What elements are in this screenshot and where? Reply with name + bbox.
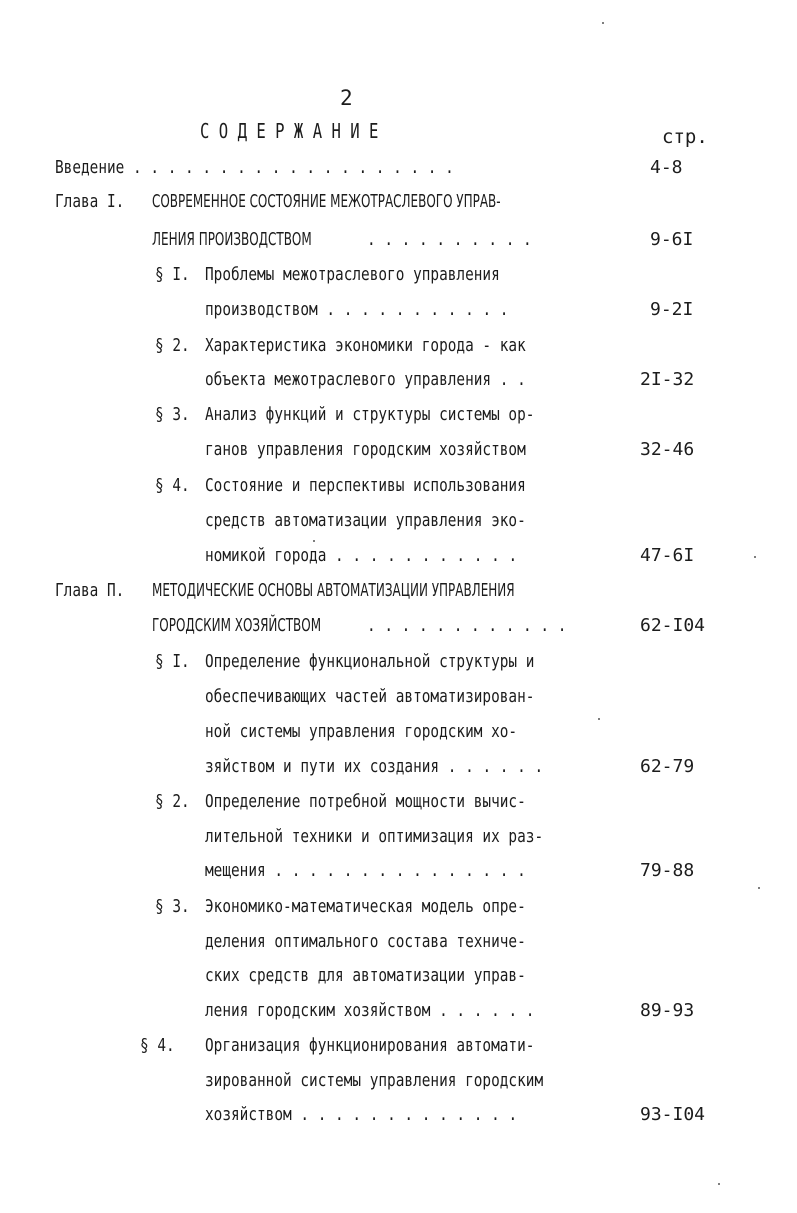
- scan-speck: [758, 887, 760, 889]
- chapter-2-label: Глава П.: [55, 580, 125, 601]
- section-1-1-number: § I.: [155, 264, 190, 285]
- section-1-2-line-1: Характеристика экономики города - как: [205, 335, 526, 356]
- section-1-1-line-2: производством . . . . . . . . . . .: [205, 299, 509, 320]
- section-2-2-line-1: Определение потребной мощности вычис-: [205, 791, 526, 812]
- section-1-4-line-1: Состояние и перспективы использования: [205, 475, 526, 496]
- scan-speck: [754, 556, 756, 558]
- toc-entry-intro: [55, 159, 554, 177]
- intro-label: Введение: [55, 157, 125, 178]
- scan-speck: [598, 718, 600, 720]
- section-2-1-line-1: Определение функциональной структуры и: [205, 651, 535, 672]
- section-1-4-line-3: номикой города . . . . . . . . . . .: [205, 545, 518, 566]
- section-2-3-line-3: ских средств для автоматизации управ-: [205, 965, 526, 986]
- section-2-1-pages: 62-79: [640, 756, 695, 777]
- chapter-2-pages: 62-I04: [640, 615, 706, 636]
- leader-dots: . . . . . .: [439, 1000, 535, 1021]
- section-2-2-line-3: мещения . . . . . . . . . . . . . . .: [205, 860, 526, 881]
- section-2-3-line-2: деления оптимального состава техниче-: [205, 931, 526, 952]
- scan-speck: [718, 1183, 720, 1185]
- section-1-4-pages: 47-6I: [640, 545, 695, 566]
- section-2-4-line-3: хозяйством . . . . . . . . . . . . .: [205, 1104, 518, 1125]
- section-1-1-line-1: Проблемы межотраслевого управления: [205, 264, 500, 285]
- section-1-4-line-2: средств автоматизации управления эко-: [205, 510, 526, 531]
- toc-title: С О Д Е Р Ж А Н И Е: [200, 119, 379, 143]
- chapter-1-title-line-2: ЛЕНИЯ ПРОИЗВОДСТВОМ: [152, 229, 312, 250]
- section-1-2-line-2: объекта межотраслевого управления . .: [205, 369, 526, 390]
- page-column-label: стр.: [662, 126, 708, 148]
- chapter-2-title-line-1: МЕТОДИЧЕСКИЕ ОСНОВЫ АВТОМАТИЗАЦИИ УПРАВЛЕНИЯ: [152, 580, 515, 601]
- leader-dots: . . . . . . . . . . . . .: [300, 1104, 518, 1125]
- chapter-1-pages: 9-6I: [650, 229, 694, 250]
- page-number: 2: [340, 86, 353, 110]
- section-1-3-number: § 3.: [155, 404, 190, 425]
- section-2-2-number: § 2.: [155, 791, 190, 812]
- section-2-4-pages: 93-I04: [640, 1104, 706, 1125]
- section-1-4-number: § 4.: [155, 475, 190, 496]
- section-2-2-line-2: лительной техники и оптимизация их раз-: [205, 826, 544, 847]
- section-2-3-line-1: Экономико-математическая модель опре-: [205, 896, 526, 917]
- section-2-3-line-4: ления городским хозяйством . . . . . .: [205, 1000, 535, 1021]
- leader-dots: . . . . . . . . . . . . . . . . . . .: [133, 157, 454, 178]
- section-1-3-line-1: Анализ функций и структуры системы ор-: [205, 404, 535, 425]
- section-2-2-pages: 79-88: [640, 860, 695, 881]
- leader-dots: . . . . . . . . . . .: [335, 545, 518, 566]
- section-2-4-number: § 4.: [140, 1035, 175, 1056]
- intro-pages: 4-8: [650, 157, 683, 178]
- section-2-1-line-3: ной системы управления городским хо-: [205, 721, 518, 742]
- section-1-2-number: § 2.: [155, 335, 190, 356]
- chapter-2-title-line-2: ГОРОДСКИМ ХОЗЯЙСТВОМ: [152, 615, 322, 636]
- scan-speck: [602, 22, 604, 24]
- leader-dots: . . . . . .: [447, 756, 544, 777]
- section-2-3-pages: 89-93: [640, 1000, 695, 1021]
- section-1-1-pages: 9-2I: [650, 299, 694, 320]
- section-1-3-pages: 32-46: [640, 439, 695, 460]
- leader-dots: . . . . . . . . . . . . . . .: [274, 860, 526, 881]
- section-2-1-number: § I.: [155, 651, 190, 672]
- section-2-3-number: § 3.: [155, 896, 190, 917]
- section-2-4-line-2: зированной системы управления городским: [205, 1070, 544, 1091]
- leader-dots: . .: [499, 369, 526, 390]
- leader-dots: . . . . . . . . . . .: [326, 299, 509, 320]
- chapter-1-label: Глава I.: [55, 191, 125, 212]
- section-2-4-line-1: Организация функционирования автомати-: [205, 1035, 535, 1056]
- section-1-3-line-2: ганов управления городским хозяйством: [205, 439, 526, 460]
- chapter-1-leader: . . . . . . . . . .: [367, 229, 532, 250]
- section-2-1-line-2: обеспечивающих частей автоматизирован-: [205, 686, 535, 707]
- scan-speck: [313, 540, 315, 542]
- section-2-1-line-4: зяйством и пути их создания . . . . . .: [205, 756, 544, 777]
- chapter-2-leader: . . . . . . . . . . . .: [367, 615, 567, 636]
- chapter-1-title-line-1: СОВРЕМЕННОЕ СОСТОЯНИЕ МЕЖОТРАСЛЕВОГО УПРАВ-: [152, 191, 501, 212]
- section-1-2-pages: 2I-32: [640, 369, 695, 390]
